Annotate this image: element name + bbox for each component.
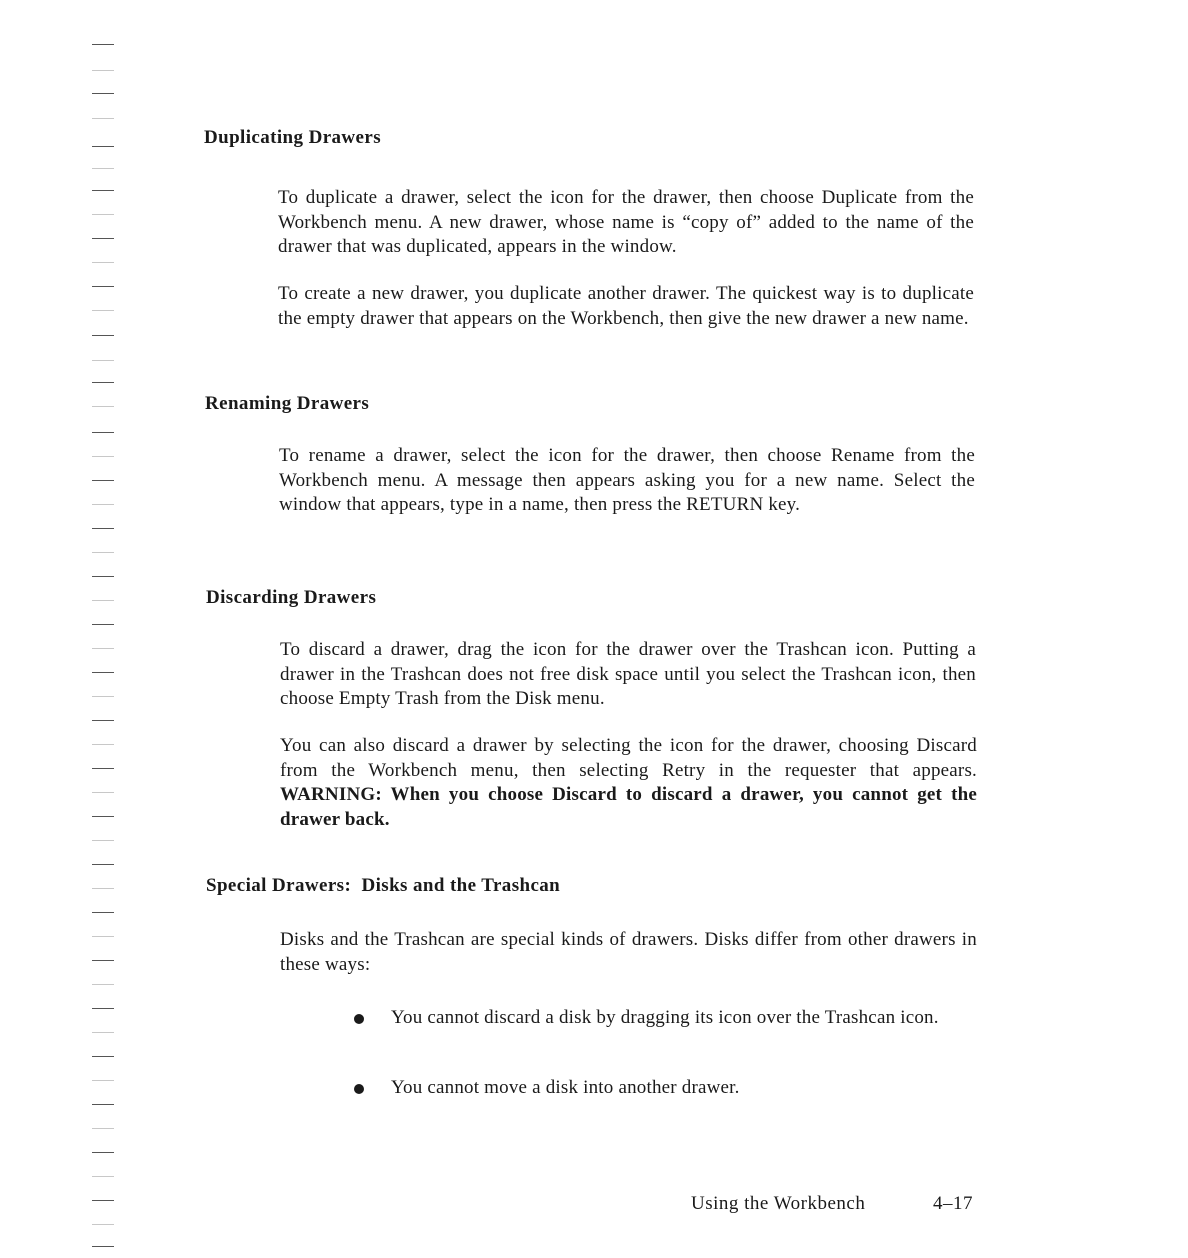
footer-chapter-title: Using the Workbench [691,1193,866,1214]
discard-via-menu-text: You can also discard a drawer by selecting the icon for the drawer, choosing Discard from the Workbench menu, then selecting Retry in the requester that appears. [280,735,977,781]
binding-hole-marks [86,30,120,1255]
paragraph-disks-trashcan-intro: Disks and the Trashcan are special kinds of drawers. Disks differ from other drawers in these ways: [280,929,977,975]
paragraph-create-new-drawer: To create a new drawer, you duplicate another drawer. The quickest way is to duplicate the empty drawer that appears on the Workbench, then give the new drawer a new name. [278,283,974,329]
paragraph-rename-instructions: To rename a drawer, select the icon for the drawer, then choose Rename from the Workbench menu. A message then appears asking you for a new name. Select the window that appears, type in a name, then press the RETURN key. [279,445,975,516]
bullet-icon [354,1014,364,1024]
section-heading-discarding-drawers: Discarding Drawers [206,587,377,608]
paragraph-duplicate-instructions: To duplicate a drawer, select the icon for the drawer, then choose Duplicate from the Workbench menu. A new drawer, whose name is “copy of” added to the name of the drawer that was duplicated, appears in the window. [278,187,974,258]
paragraph-discard-warning [280,734,977,832]
list-item [391,1076,978,1101]
section-heading-special-drawers: Special Drawers: Disks and the Trashcan [206,875,561,896]
paragraph-discard-instructions: To discard a drawer, drag the icon for the drawer over the Trashcan icon. Putting a drawer in the Trashcan does not free disk space until you select the Trashcan icon, then choose Empty Trash from the Disk menu. [280,639,976,710]
warning-text: WARNING: When you choose Discard to discard a drawer, you cannot get the drawer back. [280,784,977,830]
list-item [391,1006,978,1031]
bullet-text-discard-disk: You cannot discard a disk by dragging its icon over the Trashcan icon. [391,1007,939,1028]
bullet-text-move-disk: You cannot move a disk into another drawer. [391,1077,740,1098]
section-heading-renaming-drawers: Renaming Drawers [205,393,370,414]
bullet-icon [354,1084,364,1094]
footer-page-number: 4–17 [933,1193,973,1214]
section-heading-duplicating-drawers: Duplicating Drawers [204,127,382,148]
